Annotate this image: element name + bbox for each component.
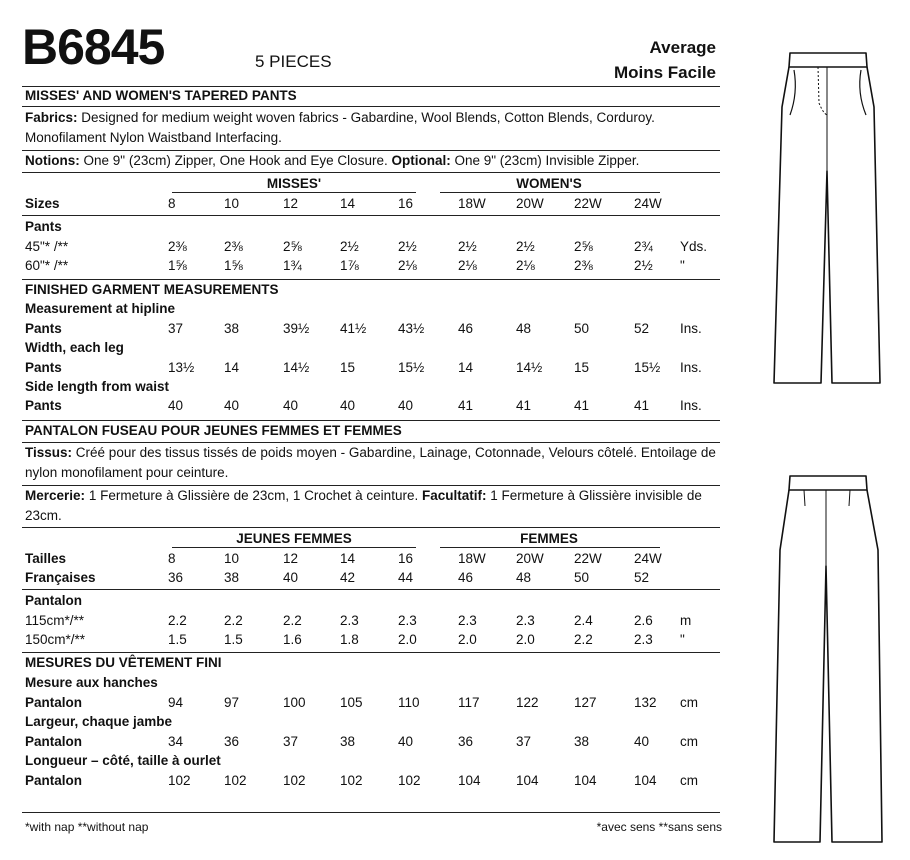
yardage-45-cell: 2½ [398,239,417,254]
metrage-115-cell: 2.4 [574,613,593,628]
metrage-115-cell: 2.3 [340,613,359,628]
hipline-heading: Measurement at hipline [25,301,176,316]
metrage-150-cell: 2.3 [634,632,653,647]
metrage-150-cell: 2.2 [574,632,593,647]
metrage-115-label: 115cm*/** [25,613,85,628]
hanches-row-cell: 105 [340,695,363,710]
francaise-header: 46 [458,570,474,585]
hanches-row-cell: 94 [168,695,184,710]
group-femmes: FEMMES [520,531,578,546]
pants-back-illustration [768,470,888,850]
hanches-row-cell: 100 [283,695,306,710]
yardage-60-unit: " [680,258,685,273]
facultatif-label: Facultatif: [421,488,487,503]
francaise-header: 38 [224,570,240,585]
yardage-45-cell: 2⅝ [283,239,302,254]
yardage-45-cell: 2⅜ [224,239,243,254]
taille-header: 24W [634,551,662,566]
longueur-row-cell: 102 [340,773,363,788]
yardage-60-cell: 2⅛ [516,258,535,273]
tailles-label: Tailles [25,551,67,566]
yardage-60-cell: 1¾ [283,258,302,273]
hip-row-cell: 41½ [340,321,367,336]
longueur-row-cell: 102 [224,773,247,788]
francaise-header: 44 [398,570,414,585]
francaise-header: 50 [574,570,590,585]
tissus-line-1 [25,445,716,460]
hip-row-label: Pants [25,321,62,336]
largeur-row-cell: 37 [516,734,532,749]
yardage-45-cell: 2½ [458,239,477,254]
largeur-row-cell: 40 [634,734,650,749]
group-misses: MISSES' [266,176,322,191]
metrage-150-cell: 2.0 [458,632,477,647]
hip-row-cell: 48 [516,321,532,336]
tissus-label: Tissus: [25,445,73,460]
largeur-row-cell: 40 [398,734,414,749]
metrage-115-cell: 2.3 [458,613,477,628]
size-header: 24W [634,196,662,211]
yardage-45-cell: 2½ [516,239,535,254]
taille-header: 14 [340,551,356,566]
english-title: MISSES' AND WOMEN'S TAPERED PANTS [25,88,297,103]
fabrics-line-2: Monofilament Nylon Waistband Interfacing. [25,130,282,145]
pants-front-illustration [768,45,888,385]
metrage-150-cell: 2.0 [398,632,417,647]
width-row-cell: 14 [458,360,474,375]
side-row-cell: 41 [458,398,474,413]
largeur-row-label: Pantalon [25,734,83,749]
longueur-row-cell: 104 [574,773,597,788]
width-row-cell: 14½ [283,360,310,375]
yardage-45-cell: 2⅜ [168,239,187,254]
group-jeunes-femmes: JEUNES FEMMES [236,531,352,546]
yardage-60-label: 60"* /** [25,258,69,273]
pantalon-heading: Pantalon [25,593,83,608]
hanches-row-cell: 97 [224,695,240,710]
size-header: 10 [224,196,240,211]
width-row-cell: 13½ [168,360,195,375]
hanches-row-cell: 122 [516,695,539,710]
taille-header: 12 [283,551,299,566]
metrage-150-cell: 1.6 [283,632,302,647]
francaise-header: 36 [168,570,184,585]
pants-heading: Pants [25,219,62,234]
width-row-cell: 15½ [398,360,425,375]
yardage-45-cell: 2½ [340,239,359,254]
longueur-row-cell: 104 [634,773,657,788]
metrage-115-cell: 2.6 [634,613,653,628]
longueur-row-cell: 104 [458,773,481,788]
side-row-cell: 40 [283,398,299,413]
size-header: 18W [458,196,486,211]
tissus-line-2: nylon monofilament pour ceinture. [25,465,229,480]
hip-row-cell: 38 [224,321,240,336]
yardage-45-label: 45"* /** [25,239,69,254]
sizes-label: Sizes [25,196,60,211]
metrage-150-cell: 2.0 [516,632,535,647]
nap-note-fr: *avec sens **sans sens [596,820,722,834]
optional-text: One 9" (23cm) Invisible Zipper. [454,153,640,168]
hip-row-cell: 46 [458,321,474,336]
facultatif-text: 1 Fermeture à Glissière invisible de [490,488,702,503]
group-womens: WOMEN'S [516,176,582,191]
notions-label: Notions: [25,153,80,168]
hanches-row-unit: cm [680,695,698,710]
size-header: 20W [516,196,544,211]
hip-row-cell: 37 [168,321,184,336]
yardage-60-cell: 1⅞ [340,258,359,273]
difficulty-en: Average [649,38,716,57]
hanches-heading: Mesure aux hanches [25,675,158,690]
notions-text: One 9" (23cm) Zipper, One Hook and Eye Closure. [83,153,388,168]
width-row-cell: 15½ [634,360,661,375]
francaise-header: 42 [340,570,356,585]
hanches-row-cell: 127 [574,695,597,710]
mercerie-line-2: 23cm. [25,508,62,523]
hip-row-cell: 52 [634,321,650,336]
metrage-115-cell: 2.2 [224,613,243,628]
width-row-cell: 14 [224,360,240,375]
metrage-150-cell: 1.8 [340,632,359,647]
side-row-cell: 40 [168,398,184,413]
yardage-60-cell: 2⅜ [574,258,593,273]
notions-line [25,153,639,168]
width-row-cell: 15 [340,360,356,375]
taille-header: 20W [516,551,544,566]
hip-row-unit: Ins. [680,321,702,336]
hanches-row-cell: 132 [634,695,657,710]
largeur-row-unit: cm [680,734,698,749]
metrage-150-label: 150cm*/** [25,632,86,647]
size-header: 14 [340,196,356,211]
longueur-heading: Longueur – côté, taille à ourlet [25,753,221,768]
longueur-row-cell: 104 [516,773,539,788]
yardage-60-cell: 2⅛ [398,258,417,273]
longueur-row-cell: 102 [168,773,191,788]
hip-row-cell: 50 [574,321,590,336]
side-row-cell: 40 [224,398,240,413]
side-row-cell: 40 [398,398,414,413]
metrage-115-cell: 2.3 [516,613,535,628]
metrage-115-unit: m [680,613,692,628]
francaises-label: Françaises [25,570,96,585]
hanches-row-cell: 110 [398,695,420,710]
francaise-header: 48 [516,570,532,585]
taille-header: 18W [458,551,486,566]
side-row-cell: 41 [574,398,590,413]
side-row-cell: 40 [340,398,356,413]
metrage-150-cell: 1.5 [224,632,243,647]
width-row-cell: 15 [574,360,590,375]
mesures-title: MESURES DU VÊTEMENT FINI [25,655,222,670]
tissus-text: Créé pour des tissus tissés de poids moyen - Gabardine, Lainage, Cotonnade, Velours côtelé. Entoilage de [75,445,716,460]
width-row-cell: 14½ [516,360,543,375]
fabrics-line-1 [25,110,655,125]
fabrics-text: Designed for medium weight woven fabrics - Gabardine, Wool Blends, Cotton Blends, Corduroy. [81,110,655,125]
taille-header: 10 [224,551,240,566]
taille-header: 16 [398,551,414,566]
metrage-115-cell: 2.2 [283,613,302,628]
side-row-label: Pants [25,398,62,413]
yardage-45-unit: Yds. [680,239,708,254]
width-row-unit: Ins. [680,360,702,375]
hanches-row-label: Pantalon [25,695,83,710]
mercerie-text: 1 Fermeture à Glissière de 23cm, 1 Crochet à ceinture. [88,488,419,503]
longueur-row-label: Pantalon [25,773,83,788]
largeur-row-cell: 38 [340,734,356,749]
finished-title: FINISHED GARMENT MEASUREMENTS [25,282,279,297]
side-row-cell: 41 [516,398,532,413]
francaise-header: 40 [283,570,299,585]
longueur-row-unit: cm [680,773,698,788]
longueur-row-cell: 102 [398,773,421,788]
optional-label: Optional: [391,153,451,168]
largeur-row-cell: 37 [283,734,299,749]
taille-header: 8 [168,551,176,566]
width-row-label: Pants [25,360,62,375]
yardage-60-cell: 2½ [634,258,653,273]
nap-note-en: *with nap **without nap [25,820,149,834]
fabrics-label: Fabrics: [25,110,78,125]
mercerie-label: Mercerie: [25,488,86,503]
metrage-150-cell: 1.5 [168,632,187,647]
yardage-45-cell: 2⅝ [574,239,593,254]
hip-row-cell: 39½ [283,321,310,336]
side-row-unit: Ins. [680,398,702,413]
pieces-count: 5 PIECES [255,52,332,71]
largeur-row-cell: 34 [168,734,184,749]
size-header: 12 [283,196,299,211]
side-row-cell: 41 [634,398,650,413]
size-header: 8 [168,196,176,211]
metrage-115-cell: 2.3 [398,613,417,628]
size-header: 16 [398,196,414,211]
yardage-45-cell: 2¾ [634,239,653,254]
hip-row-cell: 43½ [398,321,425,336]
francaise-header: 52 [634,570,650,585]
metrage-115-cell: 2.2 [168,613,187,628]
width-heading: Width, each leg [25,340,124,355]
french-title: PANTALON FUSEAU POUR JEUNES FEMMES ET FEMMES [25,423,402,438]
difficulty-fr: Moins Facile [613,63,716,82]
largeur-row-cell: 38 [574,734,590,749]
mercerie-line-1 [25,488,702,503]
side-heading: Side length from waist [25,379,170,394]
metrage-150-unit: " [680,632,685,647]
largeur-heading: Largeur, chaque jambe [25,714,173,729]
taille-header: 22W [574,551,602,566]
largeur-row-cell: 36 [458,734,474,749]
hanches-row-cell: 117 [458,695,480,710]
largeur-row-cell: 36 [224,734,240,749]
yardage-60-cell: 1⅝ [168,258,187,273]
pattern-number: B6845 [22,19,165,75]
yardage-60-cell: 2⅛ [458,258,477,273]
yardage-60-cell: 1⅝ [224,258,243,273]
size-header: 22W [574,196,602,211]
longueur-row-cell: 102 [283,773,306,788]
